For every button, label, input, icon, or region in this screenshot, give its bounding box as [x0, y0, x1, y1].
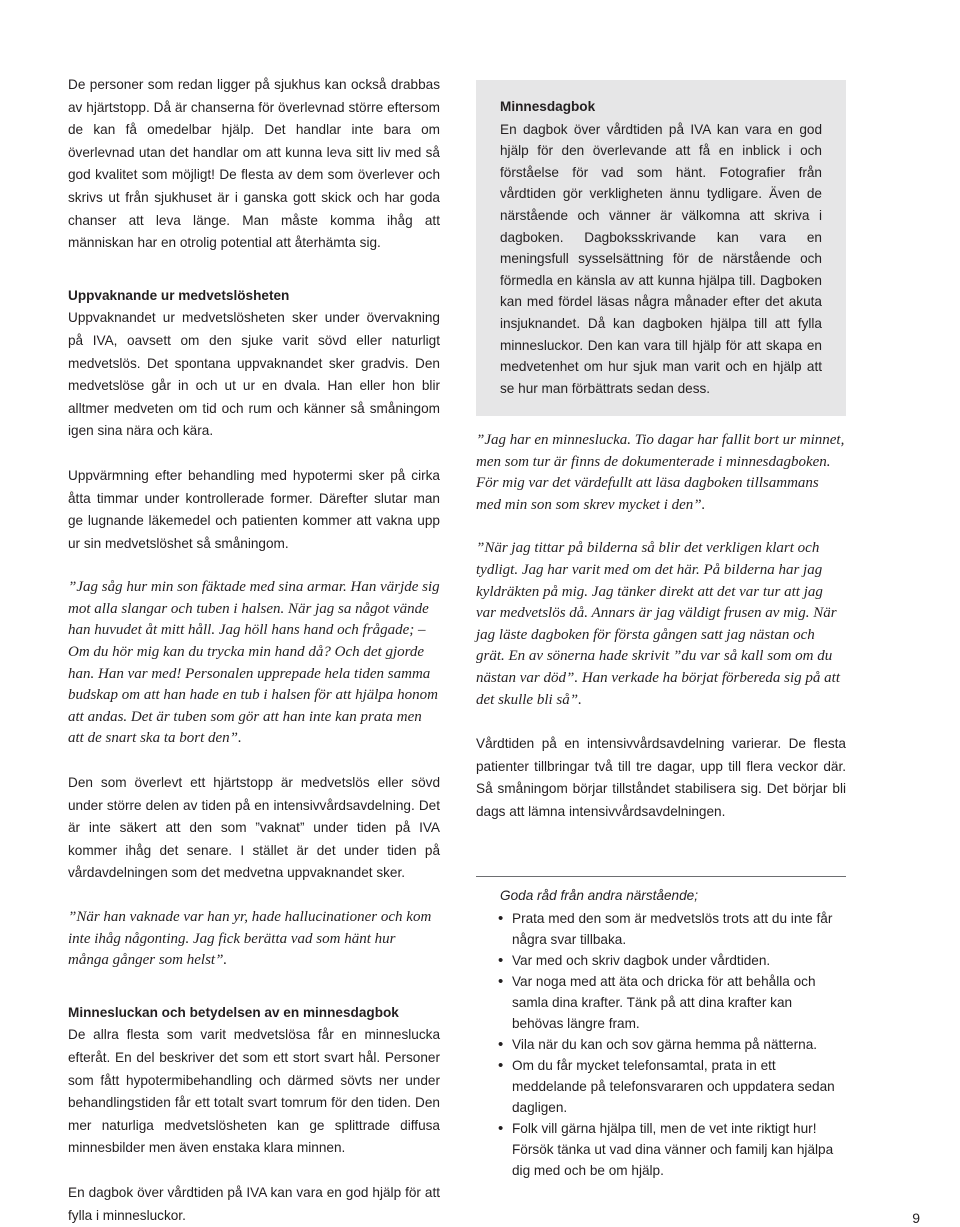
intro-paragraph: De personer som redan ligger på sjukhus kan också drabbas av hjärtstopp. Då är chanserna för överlevnad större eftersom de kan få omedelbar hjälp. Det handlar inte bara om överlevnad utan det handlar om att kunna leva sitt liv med så god kvalitet som möjligt! De flesta av dem som överlever och skrivs ut från sjukhuset är i ganska gott skick och har goda chanser att leva länge. Man måste komma ihåg att människan har en otrolig potential att återhämta sig. [68, 77, 440, 251]
page-number: 9 [912, 1210, 920, 1226]
sidebar-box-memory-diary [476, 80, 846, 416]
icu-stay-paragraph: Vårdtiden på en intensivvårdsavdelning varierar. De flesta patienter tillbringar två till tre dagar, upp till flera veckor där. Så småningom börjar tillståndet stabilisera sig. Det börjar bli dags att lämna intensivvårdsavdelningen. [476, 736, 846, 819]
awakening-paragraph-1: Uppvaknandet ur medvetslösheten sker under övervakning på IVA, oavsett om den sjuke varit sövd eller naturligt medvetslös. Det spontana uppvaknandet sker gradvis. Den medvetslöse går in och ut ur en dvala. Han eller hon blir alltmer medveten om tid och rum och känner så småningom igen sina nära och kära. [68, 310, 440, 439]
sidebar-heading: Minnesdagbok [500, 99, 596, 114]
memory-gap-paragraph-1: De allra flesta som varit medvetslösa får en minneslucka efteråt. En del beskriver det som ett stort svart hål. Personer som fått hypotermibehandling och därmed sövts ner under behandlingstiden får ett totalt svart tomrum för den tiden. Den mer naturliga medvetslösheten kan ge splittrade diffusa minnesbilder men även enstaka klara minnen. [68, 1027, 440, 1156]
quote-hallucinations: ”När han vaknade var han yr, hade hallucinationer och kom inte ihåg någonting. Jag fick berätta vad som hänt hur många gånger som helst”. [68, 909, 432, 969]
list-item: • Vila när du kan och sov gärna hemma på nätterna. [500, 1034, 836, 1055]
section-heading-awakening: Uppvaknande ur medvetslösheten [68, 287, 290, 303]
right-column [476, 80, 846, 1181]
left-column [68, 74, 440, 1227]
section-heading-memory-gap: Minnesluckan och betydelsen av en minnesdagbok [68, 1004, 399, 1020]
list-item: • Prata med den som är medvetslös trots att du inte får några svar tillbaka. [500, 908, 836, 950]
memory-gap-paragraph-2: En dagbok över vårdtiden på IVA kan vara en god hjälp för att fylla i minnesluckor. [68, 1184, 440, 1223]
tips-box [476, 876, 846, 1181]
awakening-paragraph-2: Uppvärmning efter behandling med hypotermi sker på cirka åtta timmar under kontrollerade former. Därefter slutar man ge lugnande läkemedel och patienten kommer att vakna upp ur sin medvetslöshet så småningom. [68, 467, 440, 551]
quote-son-arms: ”Jag såg hur min son fäktade med sina armar. Han värjde sig mot alla slangar och tuben i halsen. När jag sa något vände han huvudet åt mitt håll. Jag höll hans hand och frågade; – Om du hör mig kan du trycka min hand då? Och det gjorde han. Han var med! Personalen upprepade hela tiden samma budskap om att han hade en tub i halsen för att hjälpa honom att andas. Det är tuben som gör att han inte kan prata men att de snart ska ta bort den”. [68, 579, 440, 747]
list-item: • Var med och skriv dagbok under vårdtiden. [500, 950, 836, 971]
quote-memory-gap: ”Jag har en minneslucka. Tio dagar har fallit bort ur minnet, men som tur är finns de dokumenterade i minnesdagboken. För mig var det värdefullt att läsa dagboken tillsammans med min son som skrev mycket i den”. [476, 432, 845, 513]
list-item: • Var noga med att äta och dricka för att behålla och samla dina krafter. Tänk på att dina krafter kan behövas längre fram. [500, 971, 836, 1034]
awakening-paragraph-3: Den som överlevt ett hjärtstopp är medvetslös eller sövd under större delen av tiden på en intensivvårdsavdelning. Det är inte säkert att den som ”vaknat” under tiden på IVA kommer ihåg det senare. I stället är det under tiden på vårdavdelningen som det medvetna uppvaknandet sker. [68, 775, 440, 881]
quote-photos: ”När jag tittar på bilderna så blir det verkligen klart och tydligt. Jag har varit med om det här. På bilderna har jag kyldräkten på mig. Jag tänker direkt att det var tur att jag var medvetslös då. Annars är jag väldigt frusen av mig. När jag läste dagboken för första gången satt jag nästan och grät. En av sönerna hade skrivit ”du var så kall som om du nästan var död”. Han verkade ha börjat förbereda sig på att det skulle bli så”. [476, 540, 841, 708]
list-item: • Folk vill gärna hjälpa till, men de vet inte riktigt hur! Försök tänka ut vad dina vänner och familj kan hjälpa dig med och be om hjälp. [500, 1118, 836, 1181]
list-item: • Om du får mycket telefonsamtal, prata in ett meddelande på telefonsvararen och uppdatera sedan dagligen. [500, 1055, 836, 1118]
sidebar-text: En dagbok över vårdtiden på IVA kan vara en god hjälp för den överlevande att få en inblick i och förståelse för vad som hänt. Fotografier från vårdtiden gör verkligheten ännu tydligare. Även de närstående och vänner är välkomna att skriva i dagboken. Dagboksskrivande kan vara en meningsfull sysselsättning för de närstående och förmedla en känsla av att kunna hjälpa till. Dagboken kan med fördel läsas några månader efter det akuta insjuknandet. Då kan dagboken hjälpa till att fylla minnesluckor. Den kan vara till hjälp för att skapa en medvetenhet om hur sjuk man varit och en hjälp att se hur man förbättrats sedan dess. [500, 121, 822, 396]
tips-title: Goda råd från andra närstående; [500, 887, 698, 903]
tips-list [500, 908, 836, 1181]
